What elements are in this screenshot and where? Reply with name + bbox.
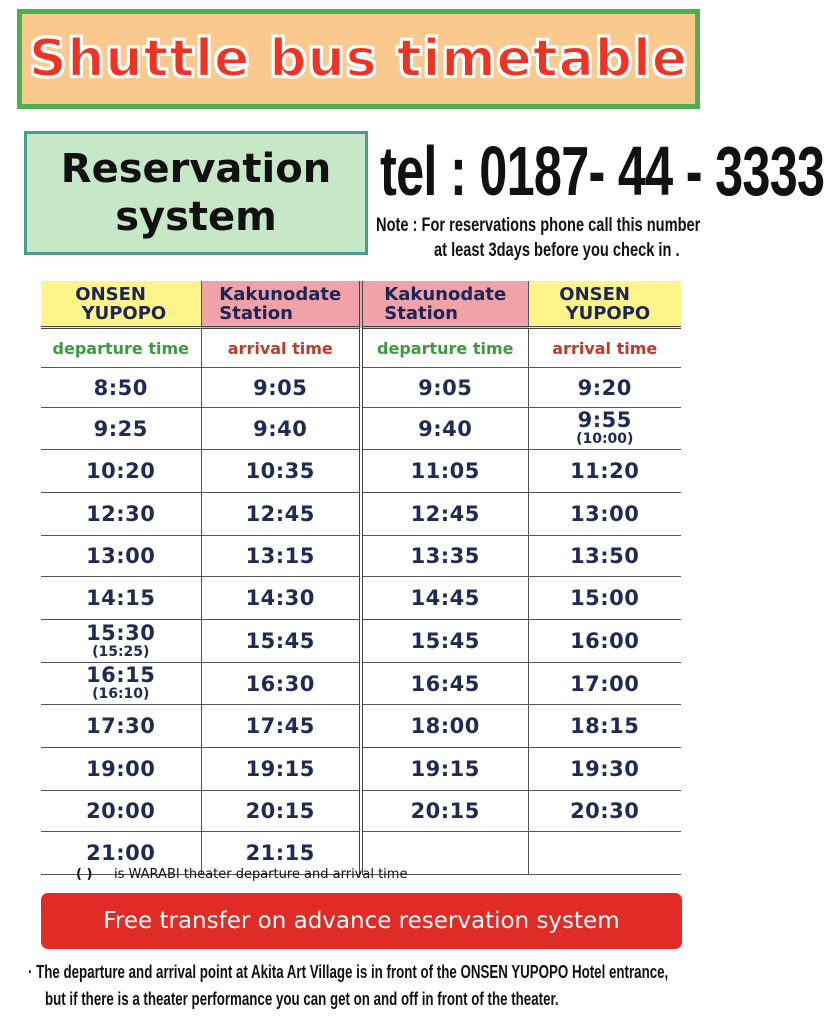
theater-time-value: (16:10) <box>92 686 150 702</box>
time-value: 19:00 <box>86 757 156 781</box>
time-cell <box>361 705 528 748</box>
reservation-line-2: system <box>115 194 277 240</box>
time-cell <box>201 577 361 620</box>
time-cell <box>201 368 361 408</box>
time-cell <box>361 620 528 663</box>
time-value: 12:30 <box>86 502 156 526</box>
time-value: 20:15 <box>410 799 480 823</box>
time-value: 16:30 <box>245 671 315 696</box>
phone-number[interactable]: tel : 0187- 44 - 3333 <box>380 132 824 210</box>
table-row <box>41 705 681 748</box>
subheader-arrival-time: arrival time <box>201 328 361 368</box>
footer-line-2: but if there is a theater performance you can get on and off in front of the theater. <box>45 989 559 1009</box>
time-cell <box>361 663 528 705</box>
footer-line-1: · The departure and arrival point at Akita Art Village is in front of the ONSEN YUPOPO Hotel entrance, <box>28 962 669 982</box>
time-value: 16:00 <box>570 629 640 653</box>
time-cell <box>201 493 361 536</box>
table-row <box>41 408 681 450</box>
time-cell <box>528 493 681 536</box>
time-value: 9:55 <box>577 408 632 432</box>
time-cell <box>41 663 201 705</box>
time-cell <box>41 368 201 408</box>
time-cell <box>528 791 681 832</box>
time-value: 20:00 <box>86 799 156 823</box>
time-cell <box>201 536 361 577</box>
time-value: 19:30 <box>570 757 640 781</box>
time-value: 16:15 <box>86 663 156 687</box>
timetable-header-row <box>41 281 681 328</box>
time-value: 8:50 <box>93 375 148 400</box>
header-line-2: YUPOPO <box>81 302 167 324</box>
timetable-body <box>41 281 681 875</box>
time-value: 18:00 <box>410 714 480 738</box>
time-value: 9:40 <box>418 416 473 441</box>
time-cell <box>361 408 528 450</box>
time-cell <box>528 450 681 493</box>
reservation-line-1: Reservation <box>60 146 332 192</box>
table-row <box>41 450 681 493</box>
time-cell <box>201 791 361 832</box>
time-value: 14:15 <box>86 586 156 610</box>
time-cell <box>528 368 681 408</box>
time-value: 21:15 <box>245 841 315 865</box>
time-cell <box>361 748 528 791</box>
time-cell <box>41 493 201 536</box>
time-cell <box>201 408 361 450</box>
header-kakunodate-departure <box>361 281 528 328</box>
subheader-departure-time: departure time <box>41 328 201 368</box>
time-value: 14:30 <box>245 586 315 610</box>
theater-time-value: (15:25) <box>92 643 150 660</box>
time-value: 13:00 <box>86 544 156 568</box>
time-value: 19:15 <box>410 757 480 781</box>
time-cell <box>528 408 681 450</box>
note-line-1: Note : For reservations phone call this number <box>376 215 701 236</box>
time-cell <box>201 705 361 748</box>
table-row <box>41 791 681 832</box>
theater-time-value: (10:00) <box>576 431 634 447</box>
time-cell <box>528 577 681 620</box>
time-value: 9:05 <box>253 375 308 400</box>
time-value: 9:20 <box>577 375 632 400</box>
time-value: 15:45 <box>410 629 480 653</box>
subheader-departure-time: departure time <box>361 328 528 368</box>
time-cell <box>41 791 201 832</box>
header-line-1: Kakunodate <box>384 283 507 305</box>
time-value: 11:05 <box>410 459 480 483</box>
time-value: 17:45 <box>245 714 315 738</box>
time-cell <box>201 663 361 705</box>
table-row <box>41 368 681 408</box>
time-value: 20:30 <box>570 799 640 823</box>
time-value: 10:35 <box>245 459 315 483</box>
time-cell <box>528 536 681 577</box>
time-value: 17:30 <box>86 714 156 738</box>
time-cell <box>528 748 681 791</box>
table-row <box>41 620 681 663</box>
time-value: 17:00 <box>570 671 640 696</box>
time-value: 18:15 <box>570 714 640 738</box>
header-line-1: ONSEN <box>75 283 146 305</box>
time-cell <box>41 536 201 577</box>
reservation-box <box>24 131 368 255</box>
free-transfer-banner <box>41 893 682 949</box>
time-value: 15:00 <box>570 586 640 610</box>
note-line-2: at least 3days before you check in . <box>434 240 680 261</box>
time-cell <box>528 832 681 875</box>
subheader-arrival-time: arrival time <box>528 328 681 368</box>
header-line-1: Kakunodate <box>219 283 342 305</box>
time-cell <box>41 577 201 620</box>
time-value: 15:30 <box>86 620 156 645</box>
time-cell <box>528 663 681 705</box>
title-box <box>17 9 700 109</box>
table-row <box>41 663 681 705</box>
time-value: 12:45 <box>245 502 315 526</box>
time-cell <box>41 748 201 791</box>
table-row <box>41 493 681 536</box>
timetable <box>41 281 681 875</box>
table-row <box>41 577 681 620</box>
time-cell <box>201 620 361 663</box>
time-value: 14:45 <box>410 586 480 610</box>
time-value: 13:35 <box>410 544 480 568</box>
time-cell <box>201 748 361 791</box>
time-cell <box>361 450 528 493</box>
header-line-2: Station <box>384 302 458 324</box>
time-cell <box>361 577 528 620</box>
legend-text: is WARABI theater departure and arrival time <box>114 867 408 882</box>
time-value: 16:45 <box>410 671 480 696</box>
time-cell <box>528 620 681 663</box>
timetable-subheader-row <box>41 328 681 368</box>
header-line-2: Station <box>219 302 293 324</box>
legend-note <box>76 866 496 884</box>
time-cell <box>41 408 201 450</box>
banner-text: Free transfer on advance reservation system <box>103 908 620 934</box>
header-onsen-yupopo-departure <box>41 281 201 328</box>
time-value: 10:20 <box>86 459 156 483</box>
table-row <box>41 536 681 577</box>
legend-paren: ( ) <box>76 867 93 882</box>
table-row <box>41 748 681 791</box>
time-cell <box>361 368 528 408</box>
time-cell <box>361 791 528 832</box>
time-value: 11:20 <box>570 459 640 483</box>
time-cell <box>361 493 528 536</box>
time-value: 21:00 <box>86 841 156 865</box>
time-value: 12:45 <box>410 502 480 526</box>
time-value: 13:00 <box>570 502 640 526</box>
time-cell <box>528 705 681 748</box>
time-value: 9:05 <box>418 375 473 400</box>
time-cell <box>361 536 528 577</box>
page-title: Shuttle bus timetable <box>28 29 689 89</box>
header-line-2: YUPOPO <box>565 302 651 324</box>
header-line-1: ONSEN <box>559 283 630 305</box>
time-value: 19:15 <box>245 757 315 781</box>
time-value: 9:40 <box>253 416 308 441</box>
time-value: 13:50 <box>570 544 640 568</box>
time-value: 15:45 <box>245 629 315 653</box>
time-value: 9:25 <box>93 416 148 441</box>
time-value: 13:15 <box>245 544 315 568</box>
header-kakunodate-arrival <box>201 281 361 328</box>
time-cell <box>41 620 201 663</box>
time-value: 20:15 <box>245 799 315 823</box>
time-cell <box>41 450 201 493</box>
time-cell <box>41 705 201 748</box>
time-cell <box>201 450 361 493</box>
header-onsen-yupopo-arrival <box>528 281 681 328</box>
